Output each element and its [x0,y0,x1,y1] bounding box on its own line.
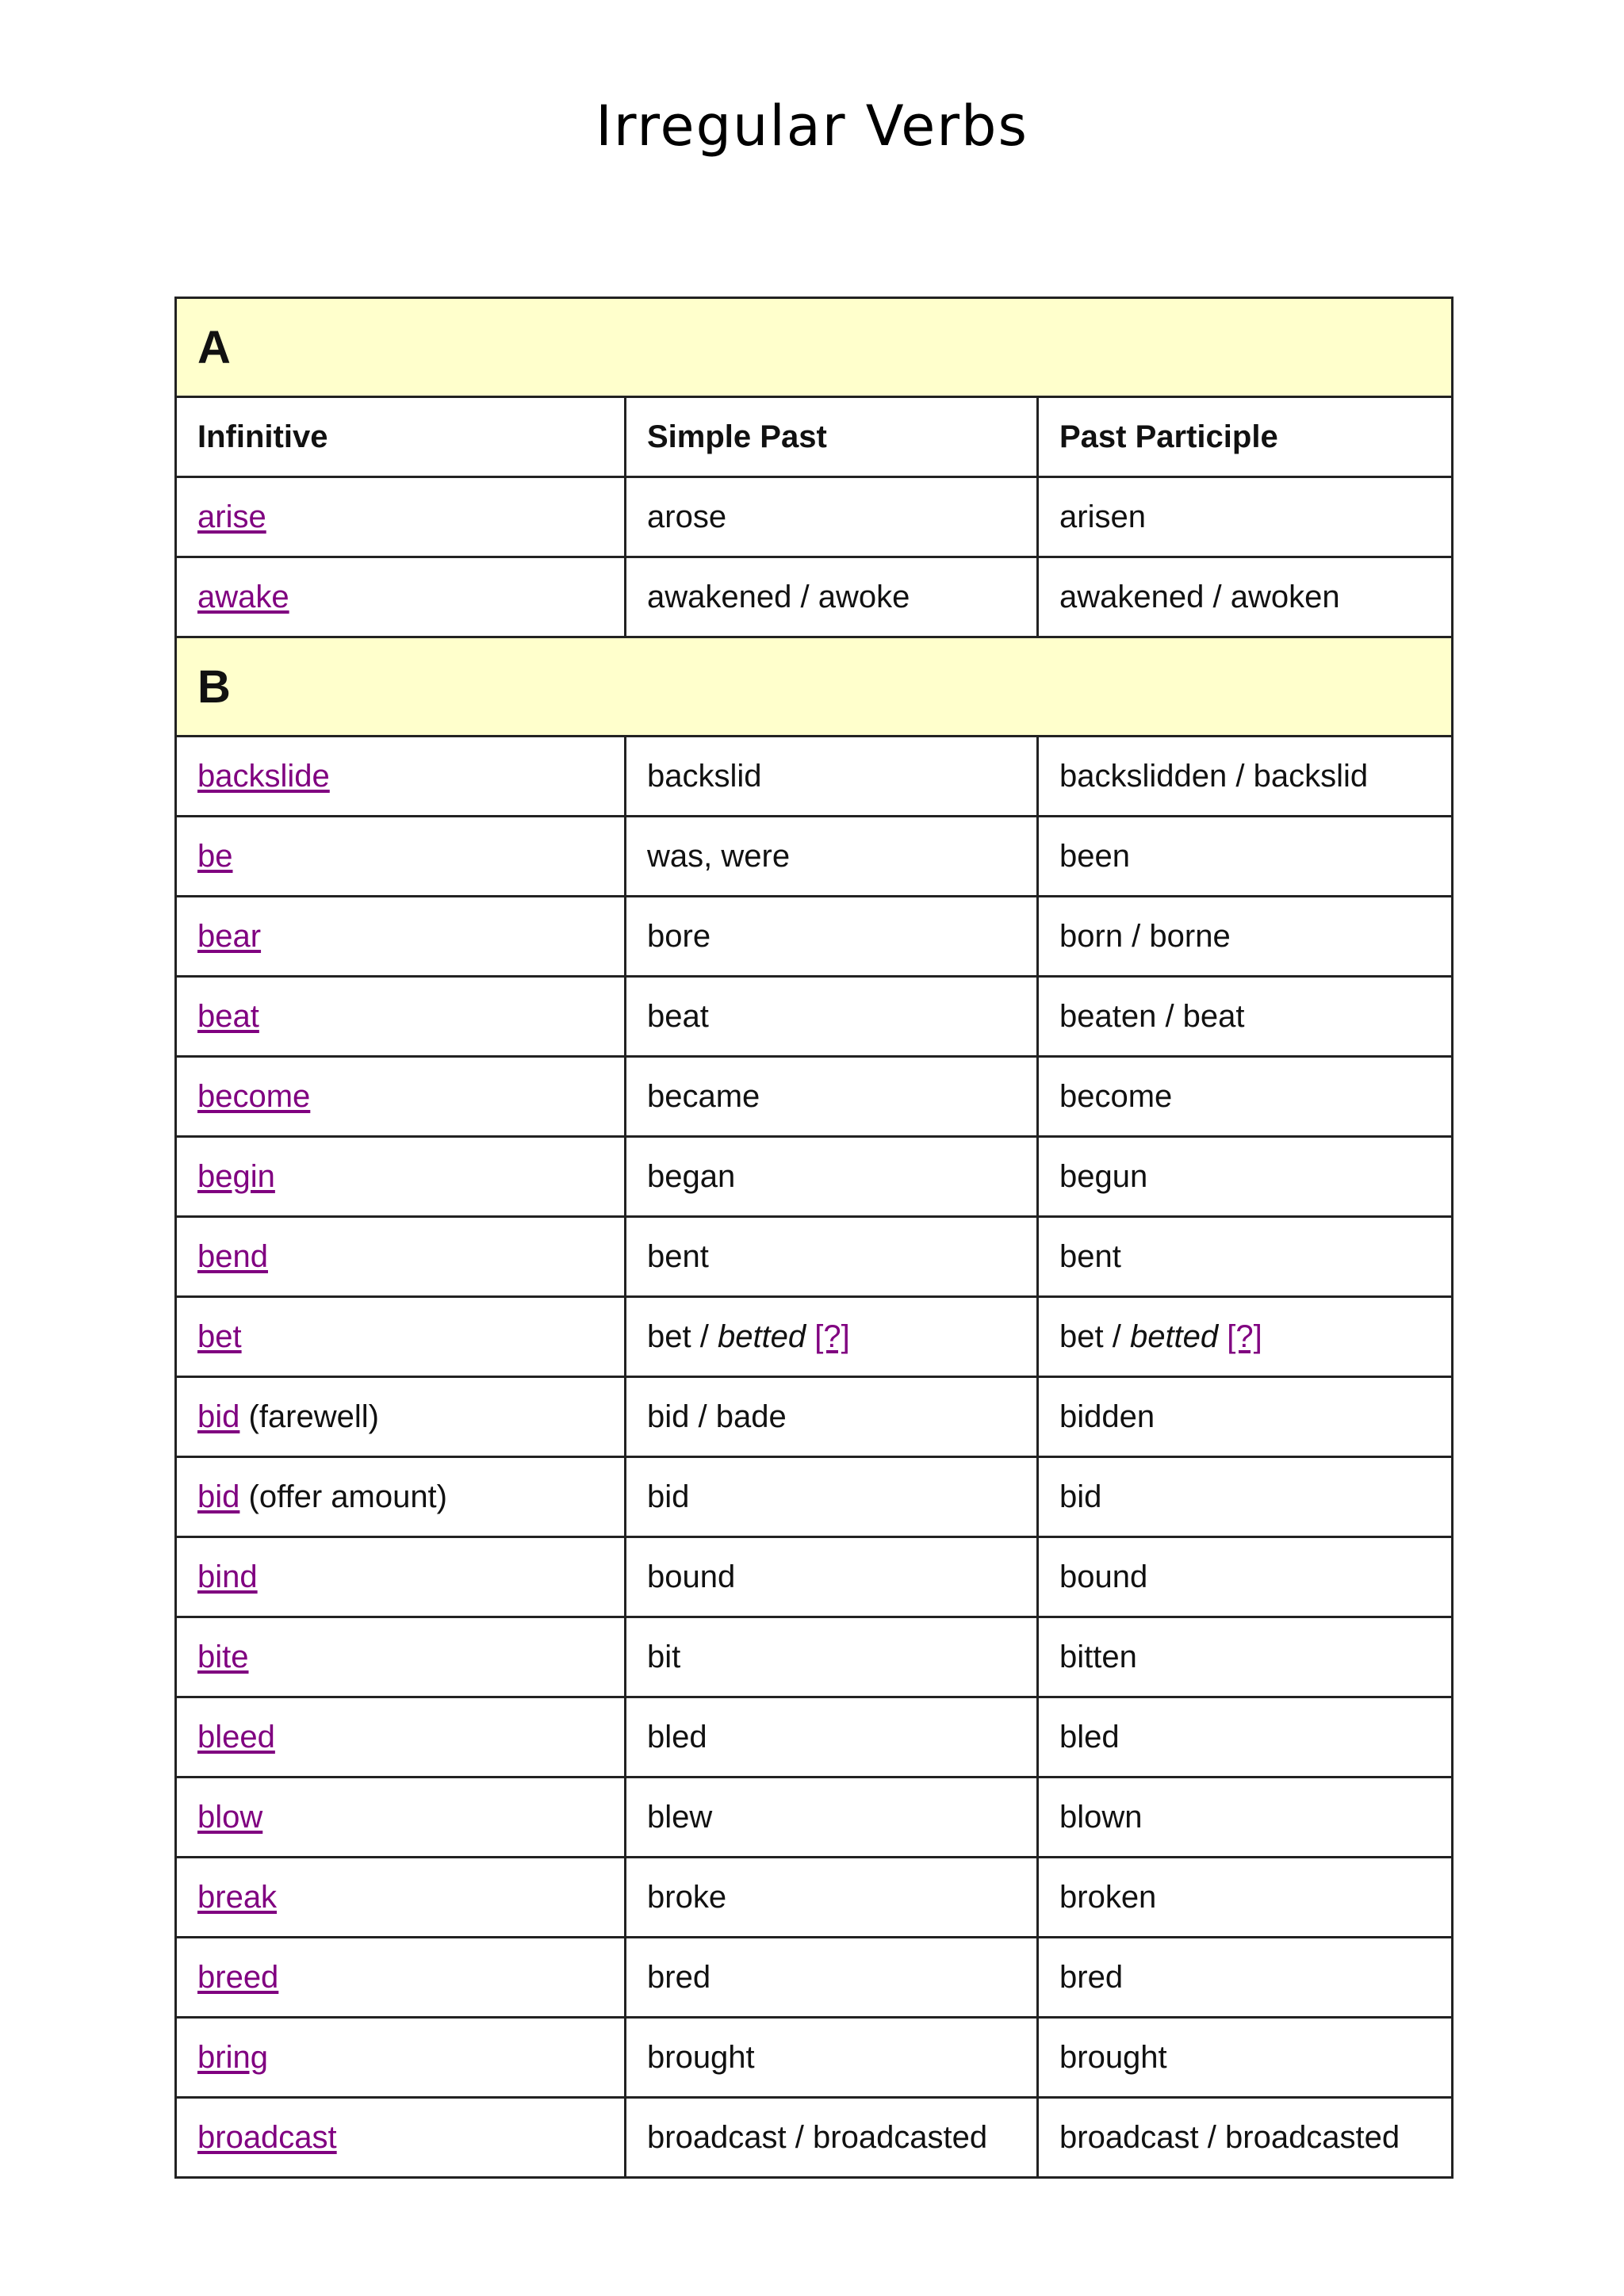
verb-link[interactable]: awake [197,579,289,614]
verb-note: (offer amount) [239,1479,447,1514]
simple-past-cell: bid / bade [626,1377,1038,1457]
table-row [176,1938,1453,2018]
verb-link[interactable]: bear [197,918,262,954]
past-participle-cell: backslidden / backslid [1038,737,1453,817]
past-participle-cell: blown [1038,1777,1453,1858]
section-header-row [176,637,1453,737]
verb-note: (farewell) [239,1399,379,1434]
verb-link[interactable]: bring [197,2039,268,2075]
past-participle-cell: bid [1038,1457,1453,1537]
past-participle-cell: bled [1038,1697,1453,1777]
simple-past-cell: arose [626,477,1038,557]
verb-link[interactable]: be [197,838,233,874]
section-header-row [176,298,1453,397]
verb-link[interactable]: bend [197,1238,268,1274]
simple-past-cell: bent [626,1217,1038,1297]
table-row [176,1697,1453,1777]
infinitive-cell [176,1858,626,1938]
past-participle-cell: bound [1038,1537,1453,1617]
verb-link[interactable]: blow [197,1799,263,1835]
infinitive-cell [176,977,626,1057]
past-participle-variant: betted [1129,1318,1219,1354]
past-participle-cell: bidden [1038,1377,1453,1457]
table-row [176,2018,1453,2098]
infinitive-cell [176,557,626,637]
simple-past-cell [626,1297,1038,1377]
past-participle-cell: broadcast / broadcasted [1038,2098,1453,2178]
simple-past-cell: bore [626,897,1038,977]
past-participle-cell: brought [1038,2018,1453,2098]
past-participle-cell: born / borne [1038,897,1453,977]
simple-past-cell: backslid [626,737,1038,817]
irregular-verbs-table [174,297,1454,2179]
verb-link[interactable]: bite [197,1639,249,1674]
simple-past-cell: bound [626,1537,1038,1617]
verb-link[interactable]: bet [197,1318,242,1354]
simple-past-cell: bit [626,1617,1038,1697]
infinitive-cell [176,1537,626,1617]
reference-link[interactable]: [?] [1227,1318,1262,1354]
simple-past-cell: bid [626,1457,1038,1537]
page-title: Irregular Verbs [596,94,1028,159]
verb-link[interactable]: beat [197,998,259,1034]
verb-link[interactable]: arise [197,499,266,534]
past-participle-cell: bitten [1038,1617,1453,1697]
past-participle-cell: arisen [1038,477,1453,557]
simple-past-text: bet / [647,1318,718,1354]
infinitive-cell [176,2018,626,2098]
verb-link[interactable]: backslide [197,758,330,794]
table-row [176,1377,1453,1457]
table-row [176,557,1453,637]
simple-past-variant: betted [717,1318,806,1354]
table-row [176,737,1453,817]
reference-link[interactable]: [?] [814,1318,850,1354]
column-header-row [176,397,1453,477]
table-row [176,897,1453,977]
verb-link[interactable]: bid [197,1399,240,1434]
simple-past-cell: beat [626,977,1038,1057]
column-header-past-participle: Past Participle [1038,397,1453,477]
infinitive-cell [176,1297,626,1377]
table-row [176,1457,1453,1537]
table-row [176,1537,1453,1617]
simple-past-cell: became [626,1057,1038,1137]
verb-link[interactable]: bleed [197,1719,275,1755]
table-row [176,1777,1453,1858]
simple-past-cell: broke [626,1858,1038,1938]
past-participle-cell: awakened / awoken [1038,557,1453,637]
infinitive-cell [176,1457,626,1537]
table-row [176,817,1453,897]
simple-past-cell: awakened / awoke [626,557,1038,637]
table-row [176,1858,1453,1938]
infinitive-cell [176,1217,626,1297]
past-participle-cell: beaten / beat [1038,977,1453,1057]
verb-link[interactable]: break [197,1879,278,1915]
infinitive-cell [176,737,626,817]
past-participle-cell [1038,1297,1453,1377]
infinitive-cell [176,1057,626,1137]
table-row [176,977,1453,1057]
simple-past-cell: bred [626,1938,1038,2018]
verb-link[interactable]: bid [197,1479,240,1514]
past-participle-cell: bent [1038,1217,1453,1297]
column-header-infinitive: Infinitive [176,397,626,477]
infinitive-cell [176,1137,626,1217]
table-row [176,2098,1453,2178]
simple-past-cell: began [626,1137,1038,1217]
simple-past-cell: was, were [626,817,1038,897]
verb-link[interactable]: bind [197,1559,258,1594]
table-row [176,1297,1453,1377]
infinitive-cell [176,2098,626,2178]
infinitive-cell [176,1938,626,2018]
infinitive-cell [176,477,626,557]
simple-past-cell: bled [626,1697,1038,1777]
past-participle-cell: been [1038,817,1453,897]
past-participle-cell: bred [1038,1938,1453,2018]
table-row [176,1137,1453,1217]
verb-link[interactable]: breed [197,1959,279,1995]
verb-link[interactable]: begin [197,1158,275,1194]
past-participle-cell: begun [1038,1137,1453,1217]
infinitive-cell [176,1697,626,1777]
simple-past-cell: broadcast / broadcasted [626,2098,1038,2178]
infinitive-cell [176,897,626,977]
section-letter: A [176,298,1453,397]
section-letter: B [176,637,1453,737]
infinitive-cell [176,817,626,897]
simple-past-cell: blew [626,1777,1038,1858]
simple-past-cell: brought [626,2018,1038,2098]
infinitive-cell [176,1617,626,1697]
past-participle-cell: broken [1038,1858,1453,1938]
past-participle-text: bet / [1059,1318,1130,1354]
table-row [176,477,1453,557]
table-row [176,1617,1453,1697]
table-row [176,1217,1453,1297]
past-participle-cell: become [1038,1057,1453,1137]
verb-link[interactable]: become [197,1078,311,1114]
infinitive-cell [176,1777,626,1858]
infinitive-cell [176,1377,626,1457]
column-header-simple-past: Simple Past [626,397,1038,477]
table-row [176,1057,1453,1137]
verb-link[interactable]: broadcast [197,2119,337,2155]
